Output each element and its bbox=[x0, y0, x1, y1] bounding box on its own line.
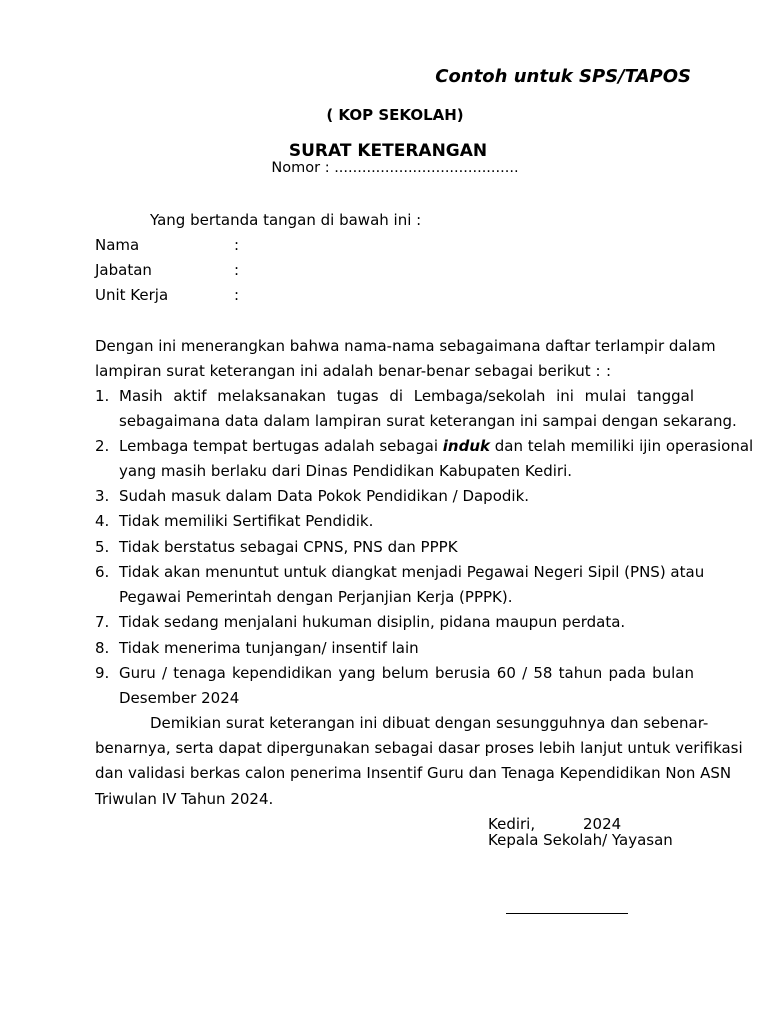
list-item-number: 2. bbox=[95, 437, 110, 455]
list-item-text: Sudah masuk dalam Data Pokok Pendidikan / Dapodik. bbox=[119, 487, 530, 505]
list-item-text: Desember 2024 bbox=[119, 689, 240, 707]
statement-line-2-colon: : bbox=[606, 362, 612, 380]
list-item-number: 6. bbox=[95, 563, 110, 581]
field-colon-nama: : bbox=[234, 236, 240, 254]
field-label-jabatan: Jabatan bbox=[95, 261, 152, 279]
document-number: Nomor : ........................................ bbox=[271, 160, 519, 176]
field-colon-unit-kerja: : bbox=[234, 286, 240, 304]
closing-line-2: benarnya, serta dapat dipergunakan sebagai dasar proses lebih lanjut untuk verifikasi bbox=[95, 739, 743, 757]
statement-line-2: lampiran surat keterangan ini adalah benar-benar sebagai berikut : bbox=[95, 362, 601, 380]
list-item-number: 5. bbox=[95, 538, 110, 556]
field-label-nama: Nama bbox=[95, 236, 140, 254]
closing-line-1: Demikian surat keterangan ini dibuat dengan sesungguhnya dan sebenar- bbox=[150, 714, 709, 732]
list-item-text: Pegawai Pemerintah dengan Perjanjian Kerja (PPPK). bbox=[119, 588, 513, 606]
signature-position: Kepala Sekolah/ Yayasan bbox=[488, 831, 673, 849]
list-item-number: 7. bbox=[95, 613, 110, 631]
list-item-number: 9. bbox=[95, 664, 110, 682]
intro-text: Yang bertanda tangan di bawah ini : bbox=[150, 211, 422, 229]
list-item-text: Tidak sedang menjalani hukuman disiplin, pidana maupun perdata. bbox=[119, 613, 626, 631]
closing-line-3: dan validasi berkas calon penerima Insentif Guru dan Tenaga Kependidikan Non ASN bbox=[95, 764, 732, 782]
list-item-text: Tidak akan menuntut untuk diangkat menjadi Pegawai Negeri Sipil (PNS) atau bbox=[119, 563, 705, 581]
list-item-text: Tidak menerima tunjangan/ insentif lain bbox=[119, 639, 419, 657]
school-letterhead-placeholder: ( KOP SEKOLAH) bbox=[326, 106, 464, 124]
list-item-text: Masih aktif melaksanakan tugas di Lembaga/sekolah ini mulai tanggal bbox=[119, 387, 694, 405]
document-note: Contoh untuk SPS/TAPOS bbox=[435, 66, 691, 87]
list-item-text: Tidak memiliki Sertifikat Pendidik. bbox=[119, 512, 374, 530]
list-item-number: 4. bbox=[95, 512, 110, 530]
signature-place: Kediri, bbox=[488, 815, 536, 833]
list-item-number: 8. bbox=[95, 639, 110, 657]
signature-line bbox=[506, 913, 628, 914]
field-colon-jabatan: : bbox=[234, 261, 240, 279]
statement-line-1: Dengan ini menerangkan bahwa nama-nama sebagaimana daftar terlampir dalam bbox=[95, 337, 716, 355]
emphasis-induk: induk bbox=[442, 437, 490, 455]
list-item-number: 3. bbox=[95, 487, 110, 505]
list-item-text-part: Lembaga tempat bertugas adalah sebagai bbox=[119, 437, 438, 455]
field-label-unit-kerja: Unit Kerja bbox=[95, 286, 169, 304]
list-item-text-part: dan telah memiliki ijin operasional bbox=[494, 437, 754, 455]
list-item-text bbox=[119, 437, 754, 455]
list-item-text: yang masih berlaku dari Dinas Pendidikan Kabupaten Kediri. bbox=[119, 462, 573, 480]
list-item-text: Guru / tenaga kependidikan yang belum berusia 60 / 58 tahun pada bulan bbox=[119, 664, 694, 682]
list-item-text: Tidak berstatus sebagai CPNS, PNS dan PPPK bbox=[119, 538, 458, 556]
list-item-number: 1. bbox=[95, 387, 110, 405]
list-item-text: sebagaimana data dalam lampiran surat keterangan ini sampai dengan sekarang. bbox=[119, 412, 737, 430]
document-title: SURAT KETERANGAN bbox=[288, 141, 488, 161]
closing-line-4: Triwulan IV Tahun 2024. bbox=[95, 790, 274, 808]
signature-year: 2024 bbox=[583, 815, 622, 833]
